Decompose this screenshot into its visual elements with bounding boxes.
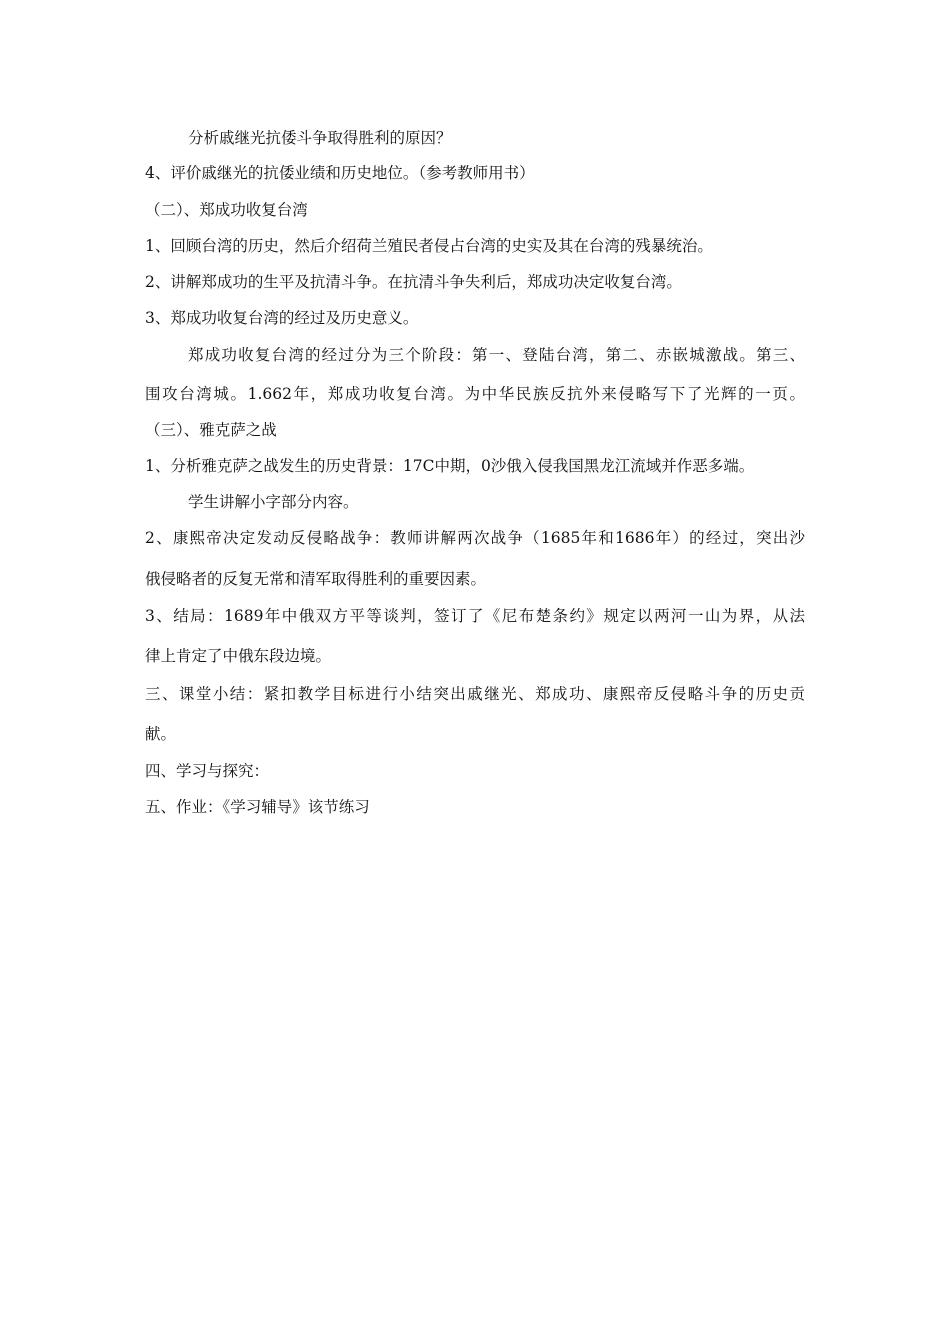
paragraph-line-11: 学生讲解小字部分内容。	[188, 493, 359, 511]
paragraph-line-5: 2、讲解郑成功的生平及抗清斗争。在抗清斗争失利后，郑成功决定收复台湾。	[145, 273, 682, 291]
paragraph-line-14: 3、结局：1689年中俄双方平等谈判，签订了《尼布楚条约》规定以两河一山为界，从法	[145, 607, 805, 625]
paragraph-line-15: 律上肯定了中俄东段边境。	[145, 647, 332, 665]
section-heading-yaksa: （三）、雅克萨之战	[145, 421, 277, 439]
paragraph-line-10: 1、分析雅克萨之战发生的历史背景：17C中期，0沙俄入侵我国黑龙江流域并作恶多端。	[145, 457, 755, 475]
paragraph-line-4: 1、回顾台湾的历史，然后介绍荷兰殖民者侵占台湾的史实及其在台湾的残暴统治。	[145, 237, 713, 255]
section-heading-zheng-chenggong: （二）、郑成功收复台湾	[145, 201, 308, 219]
paragraph-line-6: 3、郑成功收复台湾的经过及历史意义。	[145, 309, 419, 327]
paragraph-line-12: 2、康熙帝决定发动反侵略战争：教师讲解两次战争（1685年和1686年）的经过，突出沙	[145, 529, 805, 547]
paragraph-line-7: 郑成功收复台湾的经过分为三个阶段：第一、登陆台湾，第二、赤嵌城激战。第三、	[188, 346, 805, 364]
section-heading-summary: 三、课堂小结：紧扣教学目标进行小结突出戚继光、郑成功、康熙帝反侵略斗争的历史贡	[145, 685, 805, 703]
paragraph-line-17: 献。	[145, 725, 177, 743]
paragraph-line-13: 俄侵略者的反复无常和清军取得胜利的重要因素。	[145, 570, 487, 588]
section-heading-homework: 五、作业：《学习辅导》该节练习	[145, 798, 370, 816]
paragraph-line-2: 4、评价戚继光的抗倭业绩和历史地位。（参考教师用书）	[145, 164, 535, 182]
section-heading-study: 四、学习与探究：	[145, 762, 270, 780]
paragraph-line-8: 围攻台湾城。1.662年，郑成功收复台湾。为中华民族反抗外来侵略写下了光辉的一页。	[145, 385, 805, 403]
paragraph-line-1: 分析戚继光抗倭斗争取得胜利的原因？	[188, 129, 452, 147]
